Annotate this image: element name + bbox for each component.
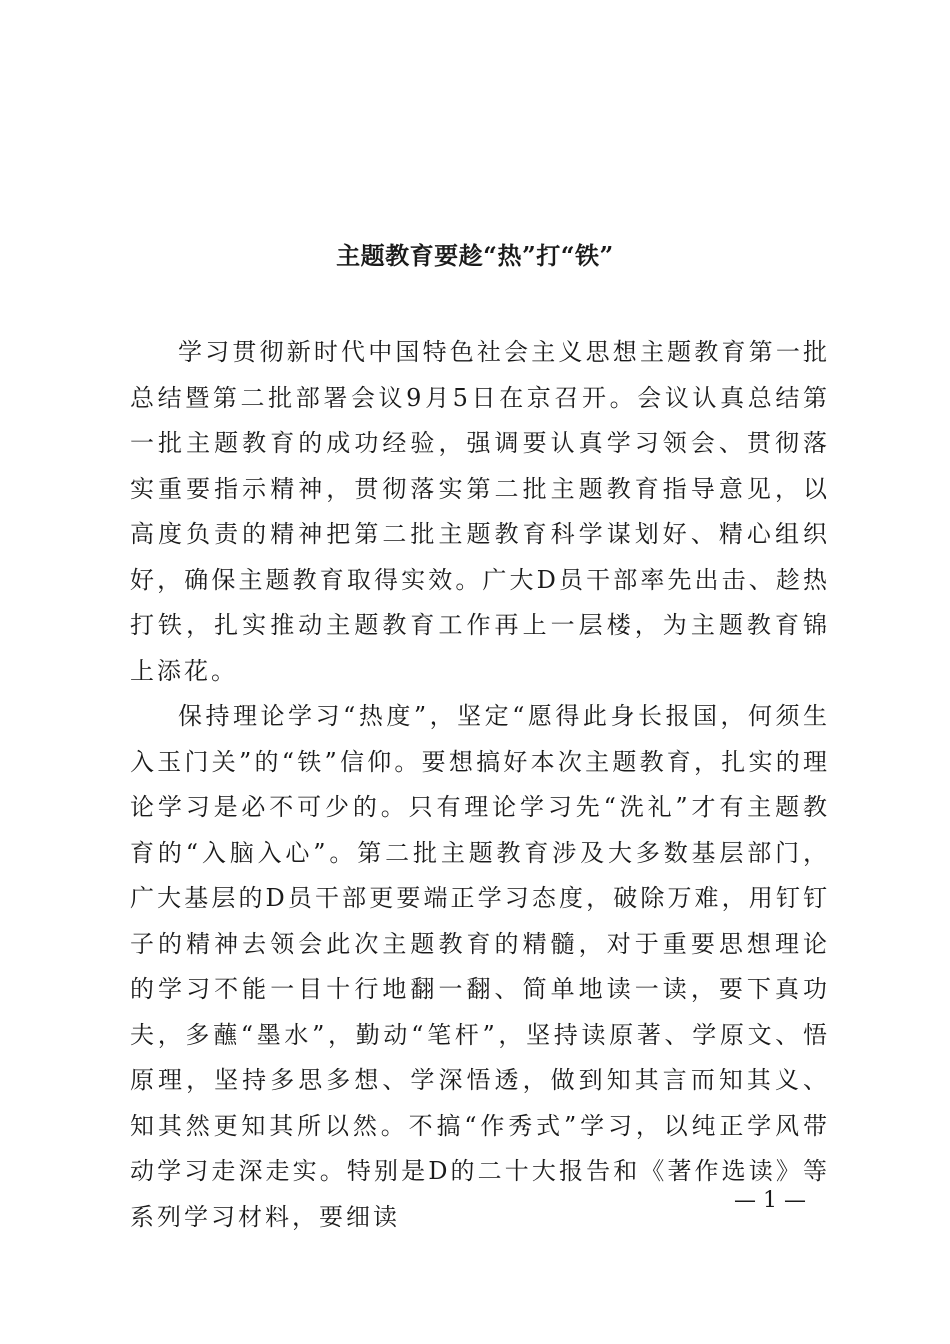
document-title: 主题教育要趁“热”打“铁” [336,241,614,270]
page-number: — 1 — [734,1188,806,1213]
body-paragraph-1: 学习贯彻新时代中国特色社会主义思想主题教育第一批总结暨第二批部署会议9月5日在京召开。会议认真总结第一批主题教育的成功经验，强调要认真学习领会、贯彻落实重要指示精神，贯彻落实第二批主题教育指导意见，以高度负责的精神把第二批主题教育科学谋划好、精心组织好，确保主题教育取得实效。广大D员干部率先出击、趁热打铁，扎实推动主题教育工作再上一层楼，为主题教育锦上添花。 [130,338,830,685]
body-paragraph-2: 保持理论学习“热度”，坚定“愿得此身长报国，何须生入玉门关”的“铁”信仰。要想搞好本次主题教育，扎实的理论学习是必不可少的。只有理论学习先“洗礼”才有主题教育的“入脑入心”。第二批主题教育涉及大多数基层部门，广大基层的D员干部更要端正学习态度，破除万难，用钉钉子的精神去领会此次主题教育的精髓，对于重要思想理论的学习不能一目十行地翻一翻、简单地读一读，要下真功夫，多蘸“墨水”，勤动“笔杆”，坚持读原著、学原文、悟原理，坚持多思多想、学深悟透，做到知其言而知其义、知其然更知其所以然。不搞“作秀式”学习，以纯正学风带动学习走深走实。特别是D的二十大报告和《著作选读》等系列学习材料，要细读 [130,702,830,1231]
document-body [130,330,830,1240]
